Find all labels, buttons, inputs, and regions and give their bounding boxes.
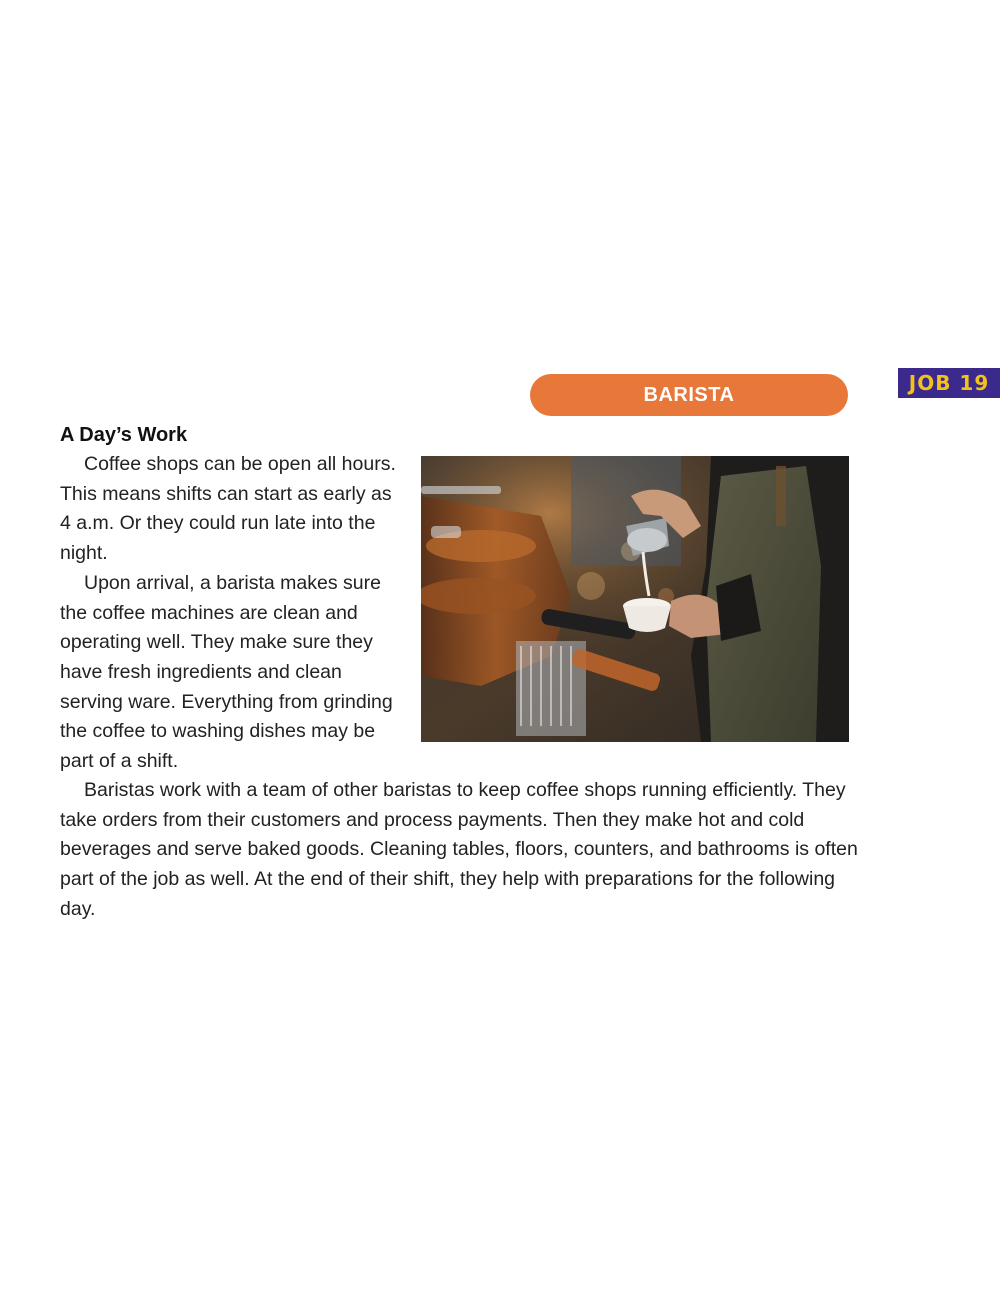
paragraph-arrival: Upon arrival, a barista makes sure the coffee machines are clean and operating well. They make sure they have fresh ingredients and clean serving ware. Everything from grinding the coffee to washing dishes may be part of a shift. xyxy=(60,571,393,773)
page-title: BARISTA xyxy=(530,374,848,416)
paragraph-shifts: Coffee shops can be open all hours. This means shifts can start as early as 4 a.m. Or they could run late into the night. xyxy=(60,453,396,565)
full-width-text xyxy=(60,776,860,925)
job-number-tab: JOB 19 xyxy=(898,368,1000,398)
paragraph-team: Baristas work with a team of other baristas to keep coffee shops running efficiently. They take orders from their customers and process payments. Then they make hot and cold beverages and serve baked goods. Cleaning tables, floors, counters, and bathrooms is often part of the job as well. At the end of their shift, they help with preparations for the following day. xyxy=(60,779,858,920)
intro-column xyxy=(60,450,406,777)
barista-photo xyxy=(421,456,849,742)
section-heading: A Day’s Work xyxy=(60,424,188,446)
